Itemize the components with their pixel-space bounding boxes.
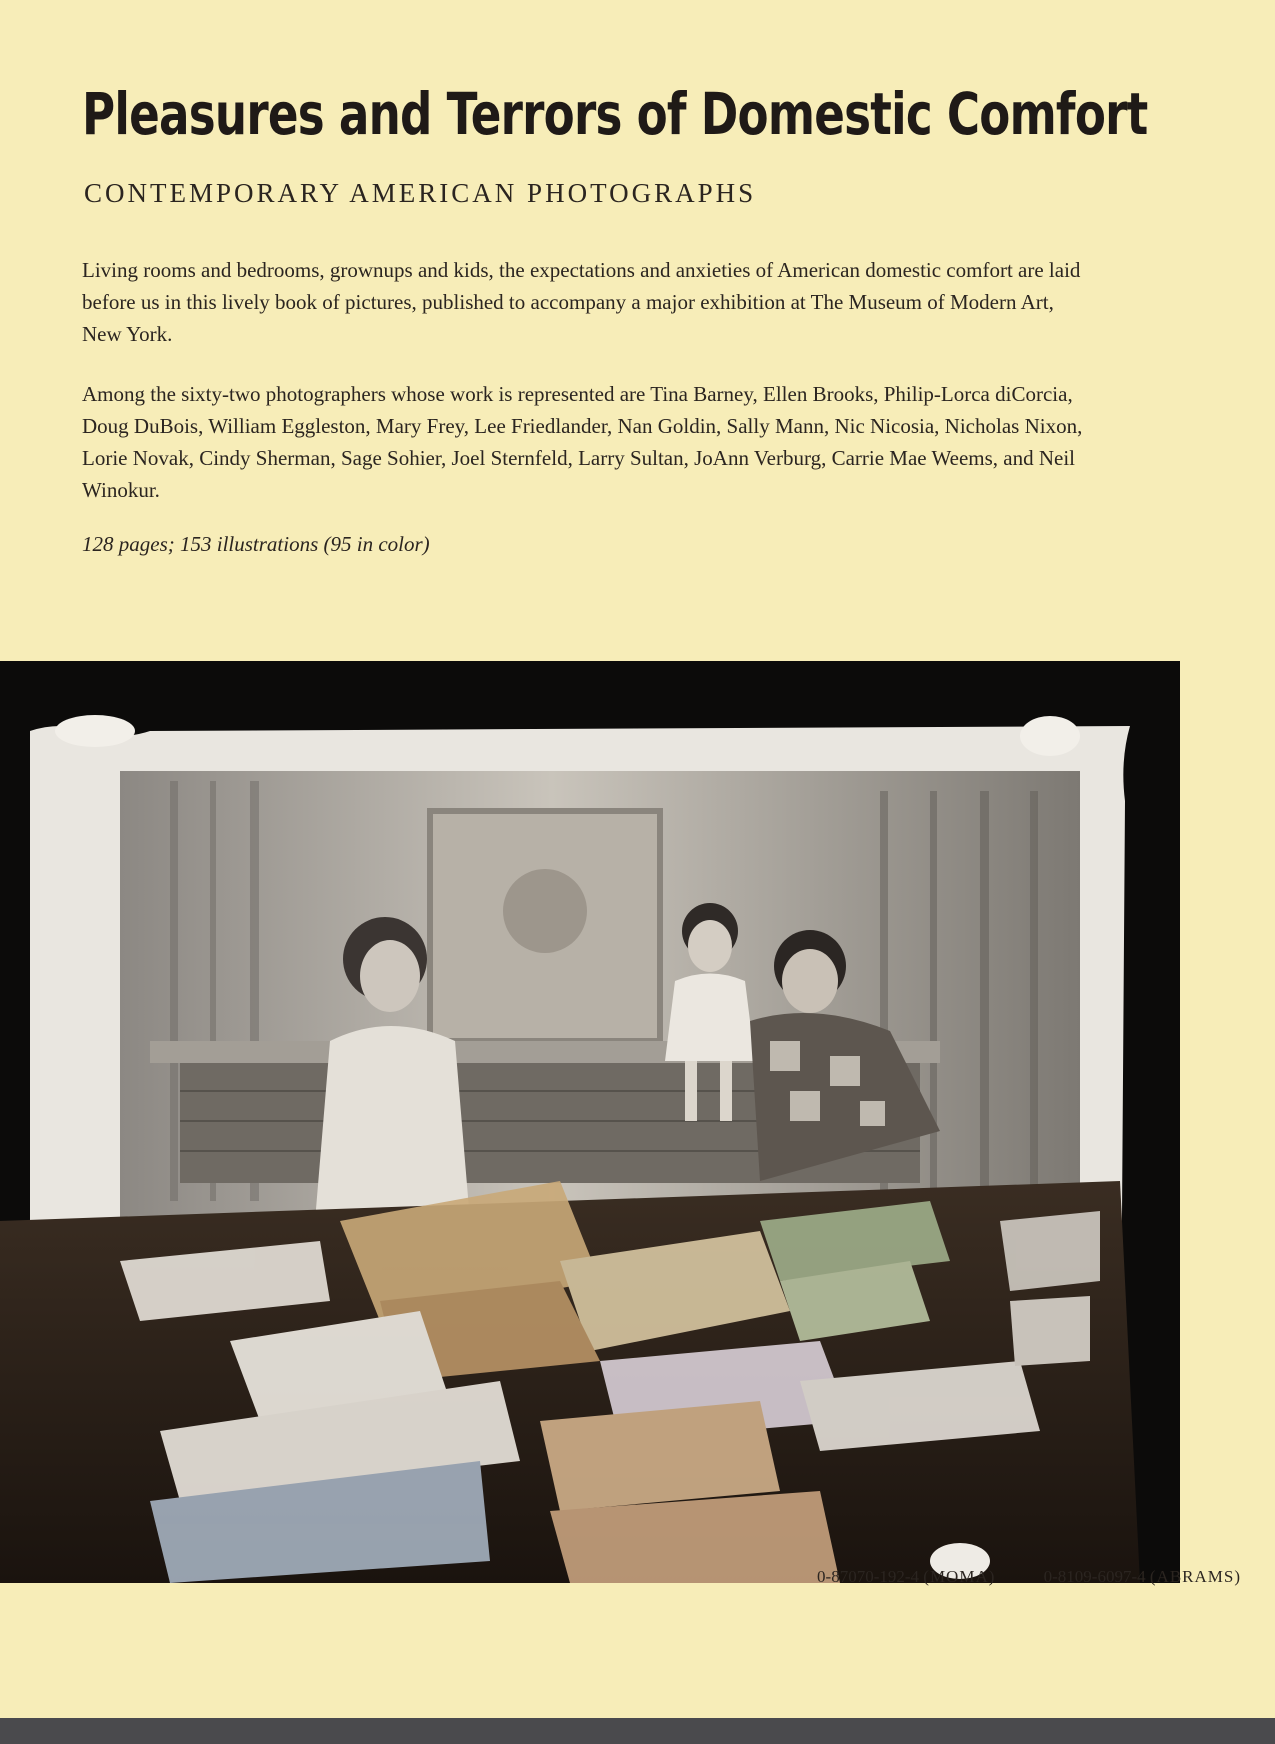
isbn-number: 0-8109-6097-4 xyxy=(1043,1567,1146,1586)
book-subtitle: CONTEMPORARY AMERICAN PHOTOGRAPHS xyxy=(84,178,757,208)
isbn-abrams xyxy=(1044,1567,1241,1587)
book-title: Pleasures and Terrors of Domestic Comfort xyxy=(82,80,1148,148)
isbn-moma xyxy=(817,1567,995,1587)
family-photo-collage-image xyxy=(0,661,1180,1583)
photographers-paragraph: Among the sixty-two photographers whose work is represented are Tina Barney, Ellen Brooks, Philip-Lorca diCorcia, Doug DuBois, William Eggleston, Mary Frey, Lee Friedlander, Nan Goldin, Sally Mann, Nic Nicosia, Nicholas Nixon, Lorie Novak, Cindy Sherman, Sage Sohier, Joel Sternfeld, Larry Sultan, JoAnn Verburg, Carrie Mae Weems, and Neil Winokur. xyxy=(82,382,1083,502)
scan-edge-bar xyxy=(0,1718,1275,1744)
isbn-row xyxy=(773,1567,1241,1587)
isbn-publisher: (ABRAMS) xyxy=(1149,1567,1241,1586)
page-count-info: 128 pages; 153 illustrations (95 in color) xyxy=(82,532,430,556)
description-paragraph: Living rooms and bedrooms, grownups and kids, the expectations and anxieties of American domestic comfort are laid before us in this lively book of pictures, published to accompany a major exhibition at The Museum of Modern Art, New York. xyxy=(82,258,1081,346)
isbn-publisher: (MOMA) xyxy=(923,1567,996,1586)
cover-photograph xyxy=(0,661,1180,1583)
isbn-number: 0-87070-192-4 xyxy=(817,1567,920,1586)
